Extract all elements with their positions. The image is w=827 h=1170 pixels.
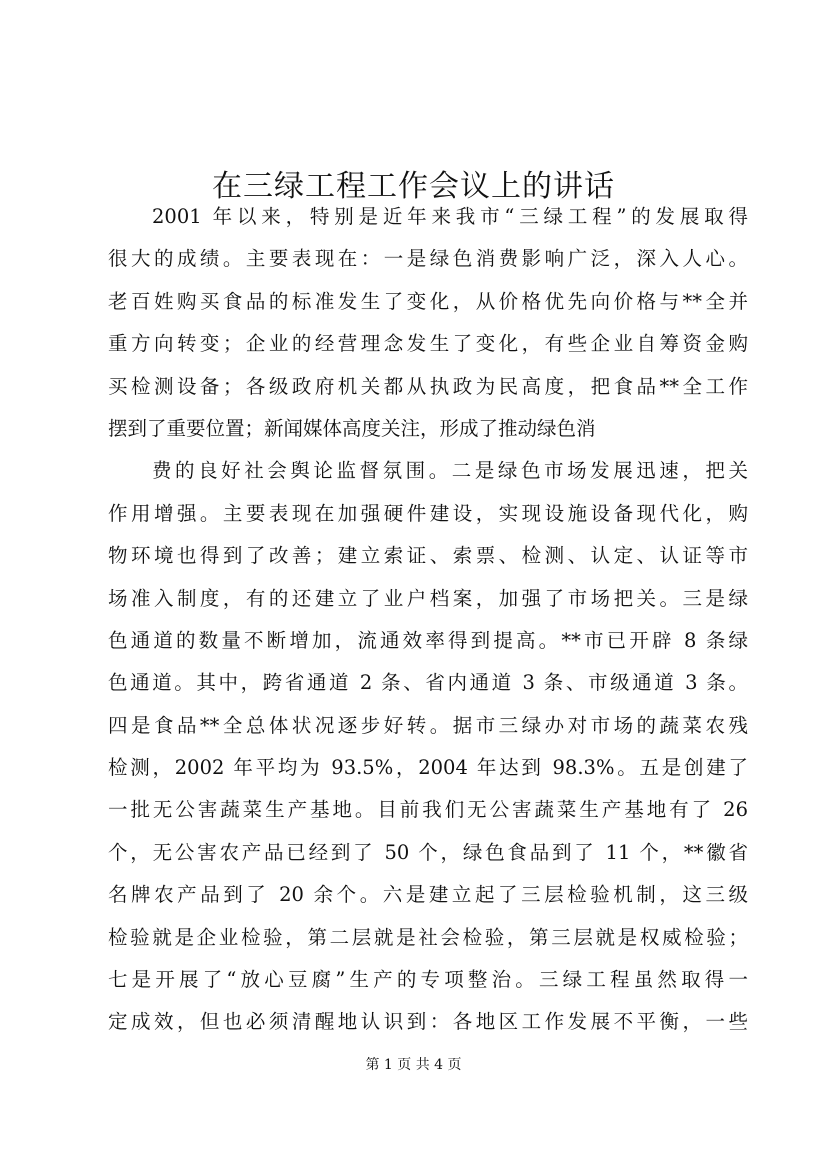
paragraph-line: 色通道的数量不断增加，流通效率得到提高。**市已开辟 8 条绿 <box>108 628 748 652</box>
paragraph-line: 名牌农产品到了 20 余个。六是建立起了三层检验机制，这三级 <box>108 883 748 907</box>
paragraph-line: 费的良好社会舆论监督氛围。二是绿色市场发展迅速，把关 <box>152 459 748 483</box>
paragraph-line: 定成效，但也必须清醒地认识到：各地区工作发展不平衡，一些 <box>108 1010 748 1034</box>
paragraph-line: 检验就是企业检验，第二层就是社会检验，第三层就是权威检验； <box>108 925 748 949</box>
paragraph-line: 七是开展了“放心豆腐”生产的专项整治。三绿工程虽然取得一 <box>108 968 748 992</box>
paragraph-line: 一批无公害蔬菜生产基地。目前我们无公害蔬菜生产基地有了 26 <box>108 798 748 822</box>
paragraph-line: 四是食品**全总体状况逐步好转。据市三绿办对市场的蔬菜农残 <box>108 713 748 737</box>
paragraph-line: 2001 年以来，特别是近年来我市“三绿工程”的发展取得 <box>152 205 748 228</box>
paragraph-line: 摆到了重要位置；新闻媒体高度关注，形成了推动绿色消 <box>108 416 596 440</box>
paragraph-line: 物环境也得到了改善；建立索证、索票、检测、认定、认证等市 <box>108 544 748 568</box>
paragraph-line: 很大的成绩。主要表现在：一是绿色消费影响广泛，深入人心。 <box>108 247 748 271</box>
paragraph-line: 老百姓购买食品的标准发生了变化，从价格优先向价格与**全并 <box>108 289 748 313</box>
document-title: 在三绿工程工作会议上的讲话 <box>212 169 615 205</box>
paragraph-line: 作用增强。主要表现在加强硬件建设，实现设施设备现代化，购 <box>108 501 748 525</box>
paragraph-line: 检测，2002 年平均为 93.5%，2004 年达到 98.3%。五是创建了 <box>108 756 748 780</box>
document-body <box>108 196 748 1044</box>
paragraph-line: 色通道。其中，跨省通道 2 条、省内通道 3 条、市级通道 3 条。 <box>108 671 748 695</box>
paragraph-line: 个，无公害农产品已经到了 50 个，绿色食品到了 11 个，**徽省 <box>108 840 748 864</box>
paragraph-line: 场准入制度，有的还建立了业户档案，加强了市场把关。三是绿 <box>108 586 748 610</box>
paragraph-line: 重方向转变；企业的经营理念发生了变化，有些企业自筹资金购 <box>108 332 748 356</box>
paragraph-line: 买检测设备；各级政府机关都从执政为民高度，把食品**全工作 <box>108 374 748 398</box>
page-number-footer: 第 1 页 共 4 页 <box>365 1057 462 1073</box>
